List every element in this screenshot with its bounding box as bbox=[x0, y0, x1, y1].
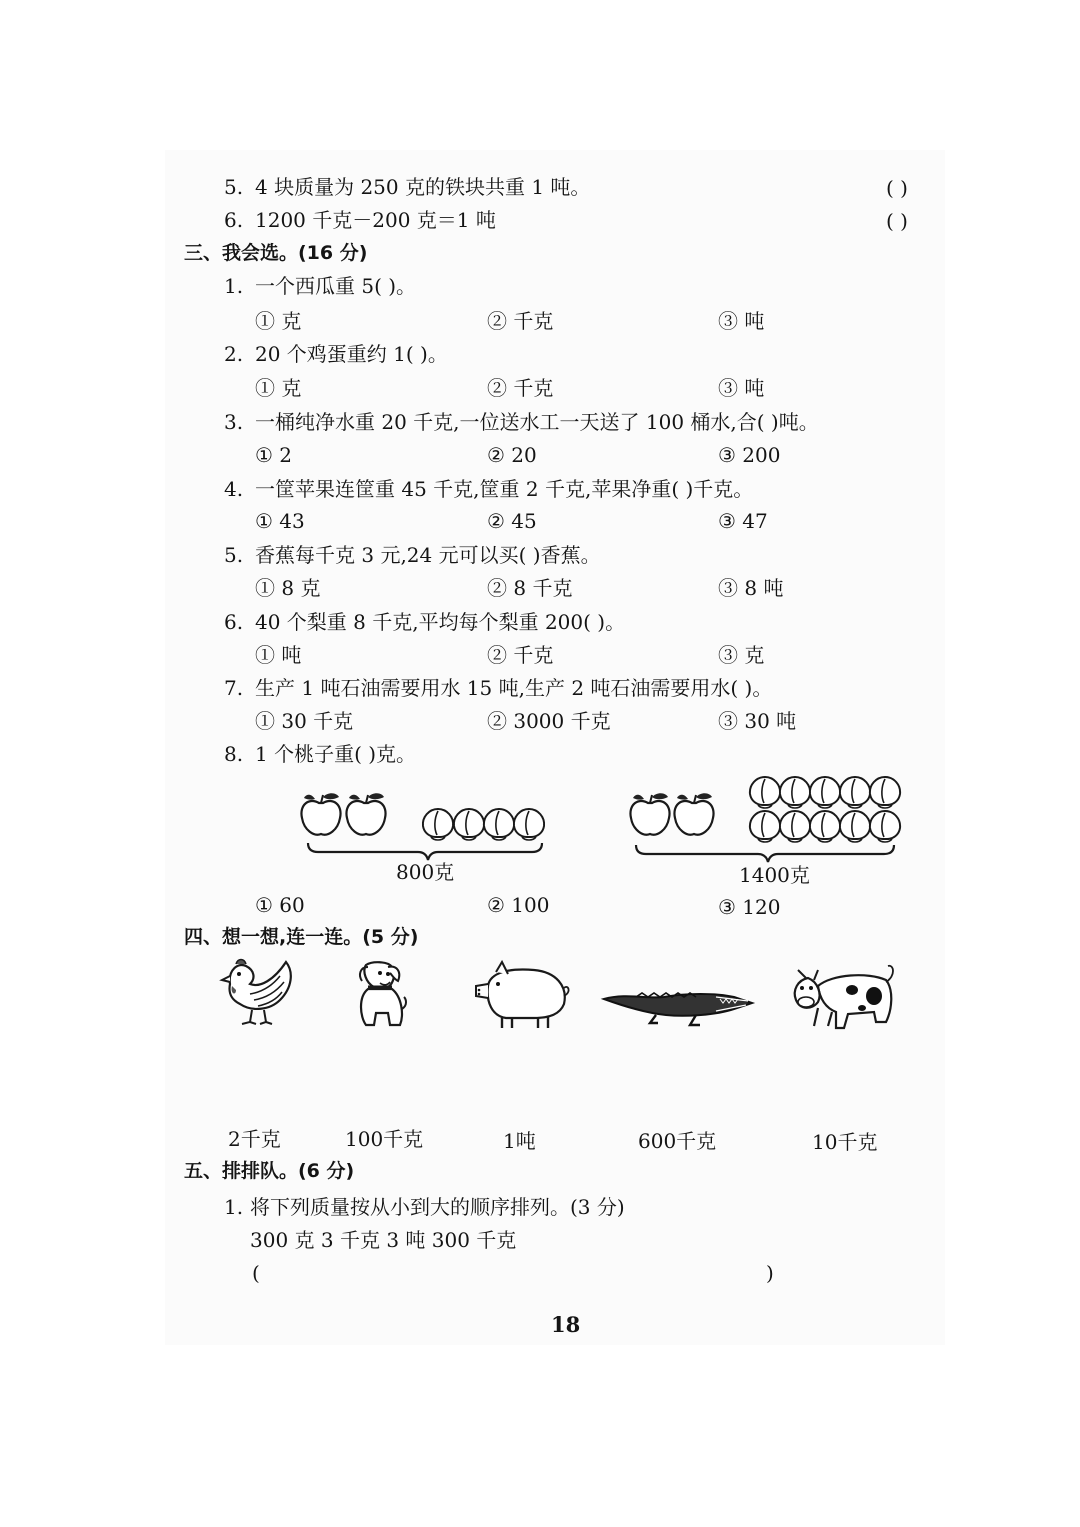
judge-q5-number: 5. bbox=[224, 175, 244, 199]
s3-q8-option-3[interactable]: ③ 120 bbox=[718, 895, 781, 919]
section3-heading: 三、我会选。(16 分) bbox=[184, 242, 368, 264]
s3-q4-option-2[interactable]: ② 45 bbox=[487, 509, 537, 533]
s3-q7-option-2[interactable]: ② 3000 千克 bbox=[487, 709, 611, 733]
s3-q6-text: 40 个梨重 8 千克,平均每个梨重 200( )。 bbox=[255, 610, 626, 634]
s3-q6-option-3[interactable]: ③ 克 bbox=[718, 643, 765, 667]
fig1-total-label: 800克 bbox=[396, 860, 455, 884]
s3-q3-option-2[interactable]: ② 20 bbox=[487, 443, 537, 467]
weight-label-1[interactable]: 2千克 bbox=[228, 1127, 281, 1151]
s5-q1-number: 1. bbox=[224, 1195, 244, 1219]
dog-picture[interactable] bbox=[360, 962, 406, 1025]
s3-q3-option-1[interactable]: ① 2 bbox=[255, 443, 293, 467]
s3-q3-text: 一桶纯净水重 20 千克,一位送水工一天送了 100 桶水,合( )吨。 bbox=[255, 410, 819, 434]
section5-heading: 五、排排队。(6 分) bbox=[184, 1160, 355, 1182]
s3-q1-option-3[interactable]: ③ 吨 bbox=[718, 309, 765, 333]
s3-q2-number: 2. bbox=[224, 342, 244, 366]
s3-q8-text: 1 个桃子重( )克。 bbox=[255, 742, 417, 766]
section4-heading: 四、想一想,连一连。(5 分) bbox=[184, 926, 419, 948]
hen-picture[interactable] bbox=[222, 960, 291, 1025]
s3-q3-number: 3. bbox=[224, 410, 244, 434]
s5-q1-text: 将下列质量按从小到大的顺序排列。(3 分) bbox=[250, 1195, 625, 1219]
fig2-total-label: 1400克 bbox=[739, 863, 810, 887]
s3-q1-text: 一个西瓜重 5( )。 bbox=[255, 274, 417, 298]
s3-q7-option-3[interactable]: ③ 30 吨 bbox=[718, 709, 797, 733]
s3-q4-number: 4. bbox=[224, 477, 244, 501]
s3-q5-option-2[interactable]: ② 8 千克 bbox=[487, 576, 573, 600]
weight-label-2[interactable]: 100千克 bbox=[345, 1127, 424, 1151]
weight-label-3[interactable]: 1吨 bbox=[503, 1129, 536, 1153]
s5-q1-answer-close[interactable]: ) bbox=[766, 1261, 774, 1285]
weight-label-5[interactable]: 10千克 bbox=[812, 1130, 878, 1154]
s3-q5-option-1[interactable]: ① 8 克 bbox=[255, 576, 321, 600]
s3-q2-option-1[interactable]: ① 克 bbox=[255, 376, 302, 400]
s3-q2-option-2[interactable]: ② 千克 bbox=[487, 376, 554, 400]
s3-q4-option-1[interactable]: ① 43 bbox=[255, 509, 305, 533]
judge-q5-text: 4 块质量为 250 克的铁块共重 1 吨。 bbox=[255, 175, 591, 199]
s3-q8-number: 8. bbox=[224, 742, 244, 766]
s3-q2-text: 20 个鸡蛋重约 1( )。 bbox=[255, 342, 448, 366]
s3-q4-text: 一筐苹果连筐重 45 千克,筐重 2 千克,苹果净重( )千克。 bbox=[255, 477, 754, 501]
s3-q5-option-3[interactable]: ③ 8 吨 bbox=[718, 576, 784, 600]
pig-picture[interactable] bbox=[476, 962, 569, 1028]
s3-q5-text: 香蕉每千克 3 元,24 元可以买( )香蕉。 bbox=[255, 543, 601, 567]
s3-q4-option-3[interactable]: ③ 47 bbox=[718, 509, 768, 533]
s3-q7-number: 7. bbox=[224, 676, 244, 700]
page-number: 18 bbox=[551, 1312, 581, 1337]
judge-q6-number: 6. bbox=[224, 208, 244, 232]
crocodile-picture[interactable] bbox=[604, 993, 752, 1025]
s3-q6-option-2[interactable]: ② 千克 bbox=[487, 643, 554, 667]
s3-q8-option-2[interactable]: ② 100 bbox=[487, 893, 550, 917]
cow-picture[interactable] bbox=[795, 966, 893, 1028]
s5-q1-items: 300 克 3 千克 3 吨 300 千克 bbox=[250, 1228, 517, 1252]
s3-q3-option-3[interactable]: ③ 200 bbox=[718, 443, 781, 467]
s3-q2-option-3[interactable]: ③ 吨 bbox=[718, 376, 765, 400]
s5-q1-answer-open[interactable]: ( bbox=[252, 1261, 260, 1285]
s3-q7-text: 生产 1 吨石油需要用水 15 吨,生产 2 吨石油需要用水( )。 bbox=[255, 676, 773, 700]
s3-q7-option-1[interactable]: ① 30 千克 bbox=[255, 709, 354, 733]
s3-q1-option-1[interactable]: ① 克 bbox=[255, 309, 302, 333]
judge-q6-text: 1200 千克－200 克＝1 吨 bbox=[255, 208, 496, 232]
s3-q1-option-2[interactable]: ② 千克 bbox=[487, 309, 554, 333]
s3-q6-option-1[interactable]: ① 吨 bbox=[255, 643, 302, 667]
s3-q5-number: 5. bbox=[224, 543, 244, 567]
judge-q5-answer-blank[interactable]: ( ) bbox=[886, 176, 908, 200]
judge-q6-answer-blank[interactable]: ( ) bbox=[886, 209, 908, 233]
s3-q8-option-1[interactable]: ① 60 bbox=[255, 893, 305, 917]
weight-label-4[interactable]: 600千克 bbox=[638, 1129, 717, 1153]
s3-q6-number: 6. bbox=[224, 610, 244, 634]
s3-q1-number: 1. bbox=[224, 274, 244, 298]
